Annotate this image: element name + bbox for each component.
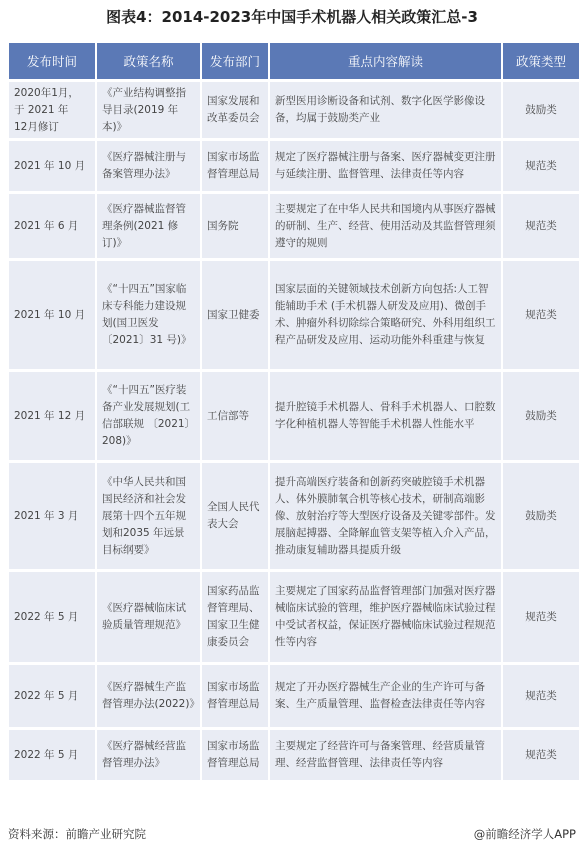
cell-dept: 国家药品监督管理局、国家卫生健康委员会 <box>202 572 268 662</box>
table-row <box>9 82 579 138</box>
cell-dept: 国家市场监督管理总局 <box>202 141 268 191</box>
cell-dept: 国家卫健委 <box>202 261 268 369</box>
cell-key: 主要规定了经营许可与备案管理、经营质量管理、经营监督管理、法律责任等内容 <box>270 730 501 780</box>
table-row <box>9 572 579 662</box>
table-header-row <box>9 43 579 79</box>
cell-name: 《中华人民共和国国民经济和社会发展第十四个五年规划和2035 年远景目标纲要》 <box>97 463 200 569</box>
cell-name: 《医疗器械注册与备案管理办法》 <box>97 141 200 191</box>
cell-dept: 全国人民代表大会 <box>202 463 268 569</box>
cell-time: 2020年1月， 于 2021 年 12月修订 <box>9 82 95 138</box>
cell-key: 新型医用诊断设备和试剂、数字化医学影像设备，均属于鼓励类产业 <box>270 82 501 138</box>
table-row <box>9 372 579 460</box>
cell-time: 2022 年 5 月 <box>9 572 95 662</box>
cell-type: 规范类 <box>503 194 579 258</box>
cell-key: 规定了医疗器械注册与备案、医疗器械变更注册与延续注册、监督管理、法律责任等内容 <box>270 141 501 191</box>
table-row <box>9 141 579 191</box>
chart-title: 图表4：2014-2023年中国手术机器人相关政策汇总-3 <box>106 8 478 26</box>
cell-key: 提升腔镜手术机器人、骨科手术机器人、口腔数字化种植机器人等智能手术机器人性能水平 <box>270 372 501 460</box>
cell-type: 规范类 <box>503 261 579 369</box>
table-row <box>9 194 579 258</box>
cell-name: 《“十四五”国家临床专科能力建设规划(国卫医发 〔2021〕31 号)》 <box>97 261 200 369</box>
cell-dept: 国家发展和改革委员会 <box>202 82 268 138</box>
cell-key: 规定了开办医疗器械生产企业的生产许可与备案、生产质量管理、监督检查法律责任等内容 <box>270 665 501 727</box>
cell-name: 《医疗器械经营监督管理办法》 <box>97 730 200 780</box>
brand-credit: @前瞻经济学人APP <box>473 827 576 841</box>
table-row <box>9 730 579 780</box>
cell-name: 《产业结构调整指导目录(2019 年本)》 <box>97 82 200 138</box>
source-note: 资料来源：前瞻产业研究院 <box>8 827 146 841</box>
cell-time: 2021 年 6 月 <box>9 194 95 258</box>
cell-time: 2022 年 5 月 <box>9 665 95 727</box>
cell-name: 《医疗器械监督管理条例(2021 修订)》 <box>97 194 200 258</box>
cell-time: 2022 年 5 月 <box>9 730 95 780</box>
cell-type: 规范类 <box>503 665 579 727</box>
cell-key: 主要规定了在中华人民共和国境内从事医疗器械的研制、生产、经营、使用活动及其监督管理须遵守的规则 <box>270 194 501 258</box>
cell-dept: 国家市场监督管理总局 <box>202 665 268 727</box>
cell-type: 规范类 <box>503 141 579 191</box>
header-type: 政策类型 <box>503 43 579 79</box>
table-row <box>9 261 579 369</box>
cell-name: 《医疗器械临床试验质量管理规范》 <box>97 572 200 662</box>
cell-time: 2021 年 10 月 <box>9 141 95 191</box>
cell-time: 2021 年 3 月 <box>9 463 95 569</box>
header-name: 政策名称 <box>97 43 200 79</box>
header-time: 发布时间 <box>9 43 95 79</box>
cell-name: 《“十四五”医疗装备产业发展规划(工信部联规 〔2021〕208)》 <box>97 372 200 460</box>
cell-type: 规范类 <box>503 730 579 780</box>
cell-type: 规范类 <box>503 572 579 662</box>
policy-table <box>7 40 581 783</box>
cell-type: 鼓励类 <box>503 372 579 460</box>
cell-dept: 工信部等 <box>202 372 268 460</box>
cell-time: 2021 年 12 月 <box>9 372 95 460</box>
header-key: 重点内容解读 <box>270 43 501 79</box>
table-row <box>9 665 579 727</box>
header-dept: 发布部门 <box>202 43 268 79</box>
cell-type: 鼓励类 <box>503 82 579 138</box>
cell-type: 鼓励类 <box>503 463 579 569</box>
cell-dept: 国家市场监督管理总局 <box>202 730 268 780</box>
cell-key: 提升高端医疗装备和创新药突破腔镜手术机器人、体外膜肺氧合机等核心技术，研制高端影像、放射治疗等大型医疗设备及关键零部件。发展脑起搏器、全降解血管支架等植入介入产品，推动康复辅助器具提质升级 <box>270 463 501 569</box>
cell-dept: 国务院 <box>202 194 268 258</box>
table-row <box>9 463 579 569</box>
cell-key: 主要规定了国家药品监督管理部门加强对医疗器械临床试验的管理，维护医疗器械临床试验过程中受试者权益，保证医疗器械临床试验过程规范性等内容 <box>270 572 501 662</box>
cell-name: 《医疗器械生产监督管理办法(2022)》 <box>97 665 200 727</box>
cell-time: 2021 年 10 月 <box>9 261 95 369</box>
cell-key: 国家层面的关键领域技术创新方向包括:人工智能辅助手术 (手术机器人研发及应用)、微创手术、肿瘤外科切除综合策略研究、外科用组织工程产品研发及应用、运动功能外科重建与恢复 <box>270 261 501 369</box>
